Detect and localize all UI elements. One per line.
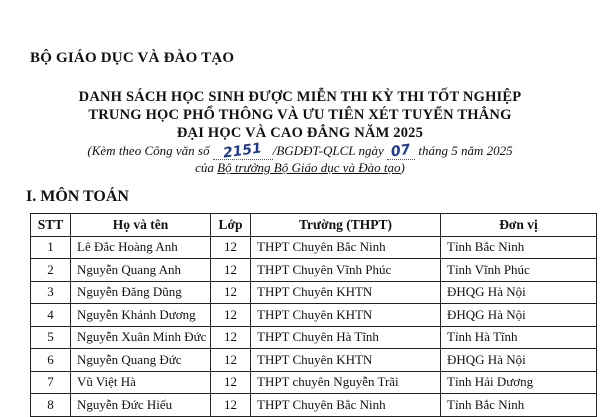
cell-stt: 2 [31,259,71,282]
document-number-field [213,140,273,162]
header-school: Trường (THPT) [251,214,441,237]
cell-unit: ĐHQG Hà Nội [441,349,597,372]
cell-name: Nguyễn Đức Hiếu [71,394,211,417]
cell-class: 12 [211,281,251,304]
cell-unit: Tỉnh Bắc Ninh [441,394,597,417]
cell-name: Nguyễn Đăng Dũng [71,281,211,304]
cell-name: Nguyễn Quang Đức [71,349,211,372]
cell-unit: ĐHQG Hà Nội [441,304,597,327]
cell-school: THPT Chuyên Bắc Ninh [251,236,441,259]
table-row [31,349,597,372]
document-title-line-1: DANH SÁCH HỌC SINH ĐƯỢC MIỄN THI KỲ THI TỐT NGHIỆP [78,89,522,105]
handwritten-day: 07 [390,141,412,161]
cell-class: 12 [211,236,251,259]
reference-note-line-1 [0,140,600,162]
cell-stt: 8 [31,394,71,417]
cell-unit: Tỉnh Vĩnh Phúc [441,259,597,282]
cell-class: 12 [211,259,251,282]
cell-school: THPT Chuyên KHTN [251,304,441,327]
note-prefix: (Kèm theo Công văn số [87,143,210,158]
note-line2-suffix: ) [400,160,405,175]
cell-class: 12 [211,304,251,327]
cell-name: Nguyễn Khánh Dương [71,304,211,327]
cell-unit: ĐHQG Hà Nội [441,281,597,304]
cell-unit: Tỉnh Hải Dương [441,371,597,394]
cell-school: THPT chuyên Nguyễn Trãi [251,371,441,394]
document-title-line-2: TRUNG HỌC PHỔ THÔNG VÀ ƯU TIÊN XÉT TUYỂN THẲNG [88,107,512,123]
ministry-name: BỘ GIÁO DỤC VÀ ĐÀO TẠO [30,50,235,66]
header-class: Lớp [211,214,251,237]
cell-school: THPT Chuyên Vĩnh Phúc [251,259,441,282]
cell-stt: 6 [31,349,71,372]
cell-name: Nguyễn Quang Anh [71,259,211,282]
table-row [31,259,597,282]
cell-stt: 1 [31,236,71,259]
cell-class: 12 [211,394,251,417]
header-name: Họ và tên [71,214,211,237]
table-row [31,236,597,259]
cell-school: THPT Chuyên KHTN [251,349,441,372]
handwritten-document-number: 2151 [222,140,264,162]
reference-note-line-2 [0,160,600,176]
cell-stt: 5 [31,326,71,349]
cell-class: 12 [211,349,251,372]
table-row [31,281,597,304]
note-middle: /BGDĐT-QLCL ngày [272,143,384,158]
section-title: I. MÔN TOÁN [26,188,129,205]
table-row [31,304,597,327]
cell-class: 12 [211,371,251,394]
note-minister: Bộ trưởng Bộ Giáo dục và Đào tạo [217,160,401,175]
cell-school: THPT Chuyên Hà Tĩnh [251,326,441,349]
cell-name: Nguyễn Xuân Minh Đức [71,326,211,349]
cell-class: 12 [211,326,251,349]
cell-name: Lê Đắc Hoàng Anh [71,236,211,259]
table-row [31,371,597,394]
table-header-row [31,214,597,237]
cell-stt: 7 [31,371,71,394]
note-line2-prefix: của [195,160,218,175]
document-title-line-3: ĐẠI HỌC VÀ CAO ĐẲNG NĂM 2025 [176,125,424,141]
cell-school: THPT Chuyên Bắc Ninh [251,394,441,417]
date-day-field [387,143,415,160]
cell-unit: Tỉnh Bắc Ninh [441,236,597,259]
cell-stt: 4 [31,304,71,327]
cell-stt: 3 [31,281,71,304]
table-row [31,326,597,349]
student-list-table [30,213,597,417]
cell-unit: Tỉnh Hà Tĩnh [441,326,597,349]
cell-name: Vũ Việt Hà [71,371,211,394]
header-stt: STT [31,214,71,237]
cell-school: THPT Chuyên KHTN [251,281,441,304]
note-month-year: tháng 5 năm 2025 [418,143,513,158]
header-unit: Đơn vị [441,214,597,237]
table-row [31,394,597,417]
